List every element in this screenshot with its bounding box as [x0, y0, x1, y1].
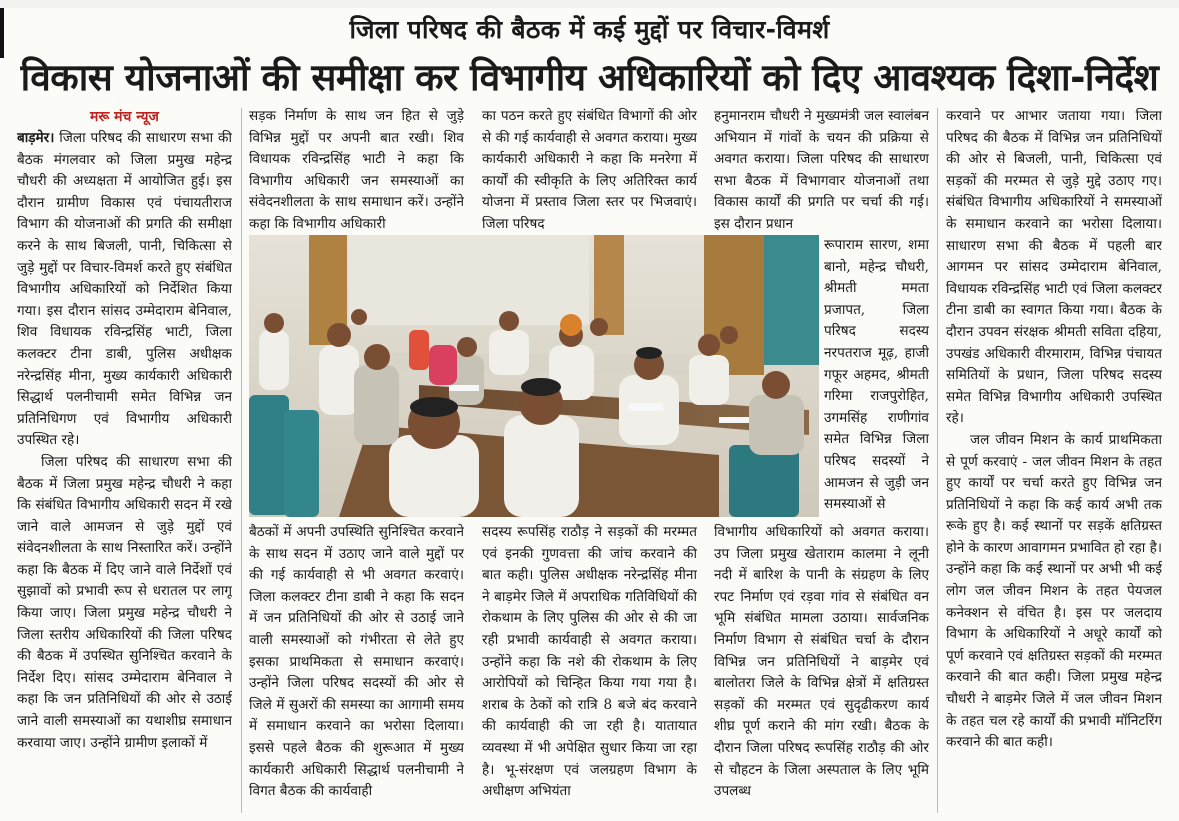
- dateline: बाड़मेर।: [17, 130, 55, 146]
- article-kicker: जिला परिषद की बैठक में कई मुद्दों पर विचार-विमर्श: [349, 15, 830, 44]
- article-paragraph: का पठन करते हुए संबंधित विभागों की ओर से की गई कार्यवाही से अवगत कराया। मुख्य कार्यकारी अधिकारी ने कहा कि मनरेगा में कार्यों की स्वीकृति के लिए अतिरिक्त कार्य योजना में प्रस्ताव जिला स्तर पर भिजवाएं। जिला परिषद: [482, 108, 697, 232]
- article-paragraph: हनुमानराम चौधरी ने मुख्यमंत्री जल स्वालंबन अभियान में गांवों के चयन की प्रक्रिया से अवगत कराया। जिला परिषद की साधारण सभा बैठक में विभागवार योजनाओं तथा विकास कार्यों की प्रगति पर चर्चा की गई। इस दौरान प्रधान: [714, 108, 929, 232]
- column-5: [946, 106, 1162, 818]
- article-paragraph: करवाने पर आभार जताया गया। जिला परिषद की बैठक में विभिन्न जन प्रतिनिधियों की ओर से बिजली, पानी, चिकित्सा एवं सड़कों की मरम्मत से जुड़े मुद्दे उठाए गए। संबंधित विभागीय अधिकारियों ने समस्याओं के समाधान करवाने का भरोसा दिलाया। साधारण सभा की बैठक में पहली बार आगमन पर सांसद उम्मेदाराम बेनिवाल, विधायक रविन्द्रसिंह भाटी एवं जिला कलक्टर टीना डाबी का स्वागत किया गया। बैठक के दौरान उपवन संरक्षक श्रीमती सविता दहिया, उपखंड अधिकारी वीरमाराम, विभिन्न पंचायत समितियों के प्रधान, जिला परिषद सदस्य समेत विभिन्न विभागीय अधिकारी उपस्थित रहे।: [946, 108, 1162, 427]
- meeting-photo: [249, 235, 819, 517]
- paper-top-margin: [0, 0, 1179, 8]
- article-paragraph: विभागीय अधिकारियों को अवगत कराया। उप जिला प्रमुख खेताराम कालमा ने लूनी नदी में बारिश के पानी के संग्रहण के लिए रपट निर्माण एवं रड़वा गांव से संबंधित वन भूमि संबंधित मामला उठाया। सार्वजनिक निर्माण विभाग से संबंधित चर्चा के दौरान विभिन्न जन प्रतिनिधियों ने बाड़मेर एवं बालोतरा जिले के विभिन्न क्षेत्रों में क्षतिग्रस्त सड़कों की मरम्मत एवं सुदृढीकरण कार्य शीघ्र पूर्ण कराने की मांग रखी। बैठक के दौरान जिला परिषद रूपसिंह राठौड़ की ओर से चौहटन के जिला अस्पताल के लिए भूमि उपलब्ध: [714, 524, 929, 800]
- column-3-bottom: [482, 522, 697, 818]
- article-paragraph: [17, 128, 232, 452]
- column-4-bottom: [714, 522, 929, 818]
- article-headline: विकास योजनाओं की समीक्षा कर विभागीय अधिकारियों को दिए आवश्यक दिशा-निर्देश: [20, 56, 1159, 99]
- article-paragraph: जिला परिषद की साधारण सभा की बैठक में जिला प्रमुख महेन्द्र चौधरी ने कहा कि संबंधित विभागीय अधिकारी सदन में रखे जाने वाले आमजन से जुड़े मुद्दों एवं संवेदनशीलता के साथ निस्तारित करें। उन्होंने कहा कि बैठक में दिए जाने वाले निर्देशों एवं सुझावों को प्रभावी रूप से धरातल पर लागू किया जाए। जिला प्रमुख महेन्द्र चौधरी ने जिला स्तरीय अधिकारियों की जिला परिषद की बैठक में उपस्थित सुनिश्चित करवाने के निर्देश दिए। सांसद उम्मेदाराम बेनिवाल ने कहा कि जन प्रतिनिधियों की ओर से उठाई जाने वाली समस्याओं का यथाशीघ्र समाधान करवाया जाए। उन्होंने ग्रामीण इलाकों में: [17, 453, 232, 751]
- article-paragraph: रूपाराम सारण, शमा बानो, महेन्द्र चौधरी, श्रीमती ममता प्रजापत, जिला परिषद सदस्य नरपतराज मूढ़, हाजी गफूर अहमद, श्रीमती गरिमा राजपुरोहित, उगमसिंह राणीगांव समेत विभिन्न जिला परिषद सदस्यों ने आमजन से जुड़ी जन समस्याओं से: [824, 237, 929, 513]
- article-paragraph: बैठकों में अपनी उपस्थिति सुनिश्चित करवाने के साथ सदन में उठाए जाने वाले मुद्दों पर की गई कार्यवाही से भी अवगत करवाएं। जिला कलक्टर टीना डाबी ने कहा कि सदन में जन प्रतिनिधियों की ओर से उठाई जाने वाली समस्याओं को गंभीरता से लेते हुए इसका प्राथमिकता से समाधान करवाएं। उन्होंने जिला परिषद सदस्यों की ओर से जिले में सुअरों की समस्या का आगामी समय में समाधान करवाने का भरोसा दिलाया। इससे पहले बैठक की शुरूआत में मुख्य कार्यकारी अधिकारी सिद्धार्थ पलनीचामी ने विगत बैठक की कार्यवाही: [249, 524, 464, 800]
- paragraph-text: जिला परिषद की साधारण सभा की बैठक मंगलवार को जिला प्रमुख महेन्द्र चौधरी की अध्यक्षता में आयोजित हुई। इस दौरान ग्रामीण विकास एवं पंचायतीराज विभाग की योजनाओं की प्रगति की समीक्षा करने के साथ बिजली, पानी, चिकित्सा से जुड़े मुद्दों पर विचार-विमर्श करते हुए संबंधित विभागीय अधिकारियों को निर्देशित किया गया। इस दौरान सांसद उम्मेदाराम बेनिवाल, शिव विधायक रविन्द्रसिंह भाटी, जिला कलक्टर टीना डाबी, पुलिस अधीक्षक नरेन्द्रसिंह मीना, मुख्य कार्यकारी अधिकारी सिद्धार्थ पलनीचामी समेत विभिन्न जन प्रतिनिधिगण एवं विभागीय अधिकारी उपस्थित रहे।: [17, 130, 232, 449]
- column-4-top: [714, 106, 929, 234]
- column-separator: [241, 108, 242, 813]
- column-separator: [937, 108, 938, 813]
- article-paragraph: सदस्य रूपसिंह राठौड़ ने सड़कों की मरम्मत एवं इनकी गुणवत्ता की जांच करवाने की बात कही। पुलिस अधीक्षक नरेन्द्रसिंह मीना ने बाड़मेर जिले में अपराधिक गतिविधियों की रोकथाम के लिए पुलिस की ओर से की जा रही प्रभावी कार्यवाही से अवगत कराया। उन्होंने कहा कि नशे की रोकथाम के लिए आरोपियों को चिन्हित किया गया गया है। शराब के ठेकों को रात्रि 8 बजे बंद करवाने की कार्यवाही की जा रही है। यातायात व्यवस्था में भी अपेक्षित सुधार किया जा रहा है। भू-संरक्षण एवं जलग्रहण विभाग के अधीक्षण अभियंता: [482, 524, 697, 800]
- column-2-top: [249, 106, 464, 234]
- column-4-side: [824, 235, 929, 517]
- column-2-bottom: [249, 522, 464, 818]
- article-paragraph: जल जीवन मिशन के कार्य प्राथमिकता से पूर्ण करवाएं - जल जीवन मिशन के तहत हुए कार्यों पर चर्चा करते हुए विभिन्न जन प्रतिनिधियों ने कहा कि कई कार्य अभी तक रूके हुए है। कई स्थानों पर सड़कें क्षतिग्रस्त होने के कारण आवागमन प्रभावित हो रहा है। उन्होंने कहा कि कई स्थानों पर अभी भी कई लोग जल जीवन मिशन के तहत पेयजल कनेक्शन से वंचित है। इस पर जलदाय विभाग के अधिकारियों ने अधूरे कार्यों को पूर्ण करवाने एवं क्षतिग्रस्त सड़कों की मरम्मत करवाने की बात कही। जिला प्रमुख महेन्द्र चौधरी ने बाड़मेर जिले में जल जीवन मिशन के तहत चल रहे कार्यों की प्रभावी मॉनिटरिंग करवाने की बात कही।: [946, 431, 1162, 751]
- column-1: [17, 106, 232, 818]
- column-3-top: [482, 106, 697, 234]
- article-paragraph: सड़क निर्माण के साथ जन हित से जुड़े विभिन्न मुद्दों पर अपनी बात रखी। शिव विधायक रविन्द्रसिंह भाटी ने कहा कि विभागीय अधिकारी जन समस्याओं का संवेदनशीलता के साथ समाधान करें। उन्होंने कहा कि विभागीय अधिकारी: [249, 108, 464, 232]
- news-source: मरू मंच न्यूज: [90, 109, 159, 125]
